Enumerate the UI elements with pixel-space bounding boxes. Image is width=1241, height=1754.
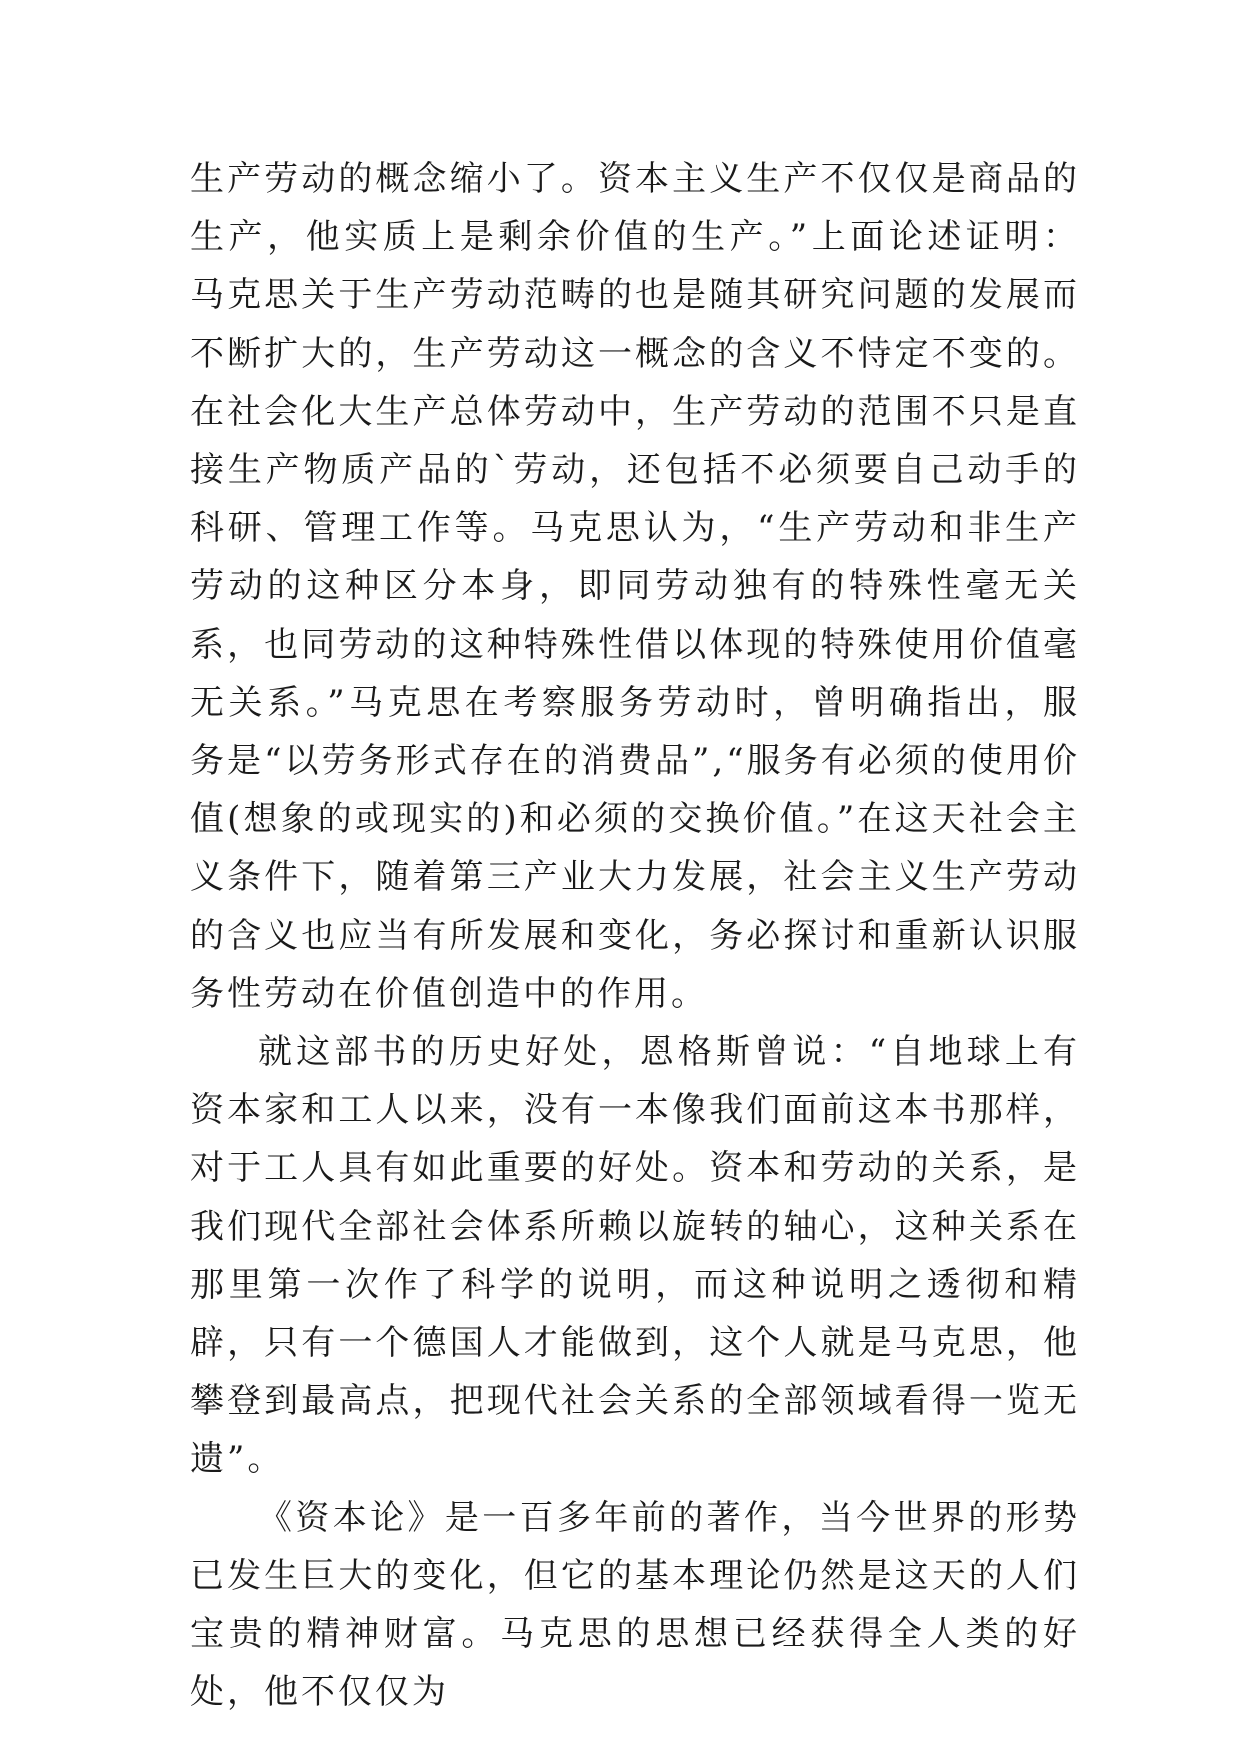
paragraph-1: 生产劳动的概念缩小了。资本主义生产不仅仅是商品的生产，他实质上是剩余价值的生产。”上面论述证明：马克思关于生产劳动范畴的也是随其研究问题的发展而不断扩大的，生产劳动这一概念的含义不恃定不变的。在社会化大生产总体劳动中，生产劳动的范围不只是直接生产物质产品的`劳动，还包括不必须要自己动手的科研、管理工作等。马克思认为，“生产劳动和非生产劳动的这种区分本身，即同劳动独有的特殊性毫无关系，也同劳动的这种特殊性借以体现的特殊使用价值毫无关系。”马克思在考察服务劳动时，曾明确指出，服务是“以劳务形式存在的消费品”,“服务有必须的使用价值(想象的或现实的)和必须的交换价值。”在这天社会主义条件下，随着第三产业大力发展，社会主义生产劳动的含义也应当有所发展和变化，务必探讨和重新认识服务性劳动在价值创造中的作用。 — [190, 159, 1080, 1014]
paragraph-3: 《资本论》是一百多年前的著作，当今世界的形势已发生巨大的变化，但它的基本理论仍然是这天的人们宝贵的精神财富。马克思的思想已经获得全人类的好处，他不仅仅为 — [190, 1497, 1080, 1713]
document-body — [190, 150, 1080, 1721]
paragraph-2: 就这部书的历史好处，恩格斯曾说：“自地球上有资本家和工人以来，没有一本像我们面前这本书那样，对于工人具有如此重要的好处。资本和劳动的关系，是我们现代全部社会体系所赖以旋转的轴心，这种关系在那里第一次作了科学的说明，而这种说明之透彻和精辟，只有一个德国人才能做到，这个人就是马克思，他攀登到最高点，把现代社会关系的全部领域看得一览无遗”。 — [190, 1032, 1080, 1480]
